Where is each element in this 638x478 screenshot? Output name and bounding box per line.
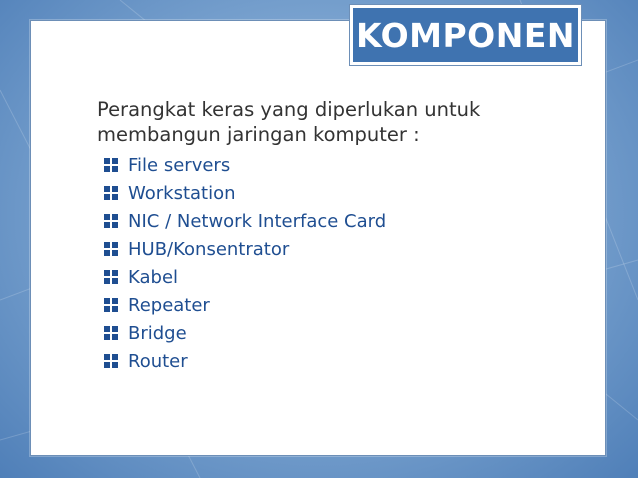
quad-square-bullet-icon [104,242,118,256]
list-item [104,207,386,235]
quad-square-bullet-icon [104,298,118,312]
quad-square-bullet-icon [104,186,118,200]
list-item-label: Kabel [128,266,179,288]
quad-square-bullet-icon [104,158,118,172]
list-item [104,319,386,347]
list-item-label: NIC / Network Interface Card [128,210,387,232]
slide-content-box [30,15,606,456]
list-item [104,347,386,375]
quad-square-bullet-icon [104,270,118,284]
list-item [104,151,386,179]
quad-square-bullet-icon [104,326,118,340]
list-item [104,235,386,263]
list-item-label: Repeater [128,294,210,316]
list-item-label: HUB/Konsentrator [128,238,290,260]
component-list [104,151,386,375]
list-item [104,263,386,291]
list-item [104,179,386,207]
title-banner [350,5,581,65]
list-item-label: Workstation [128,182,236,204]
list-item [104,291,386,319]
list-item-label: Bridge [128,322,187,344]
intro-text: Perangkat keras yang diperlukan untuk membangun jaringan komputer : [97,98,481,146]
list-item-label: File servers [128,154,231,176]
slide-title: KOMPONEN [356,15,575,55]
quad-square-bullet-icon [104,354,118,368]
list-item-label: Router [128,350,188,372]
quad-square-bullet-icon [104,214,118,228]
